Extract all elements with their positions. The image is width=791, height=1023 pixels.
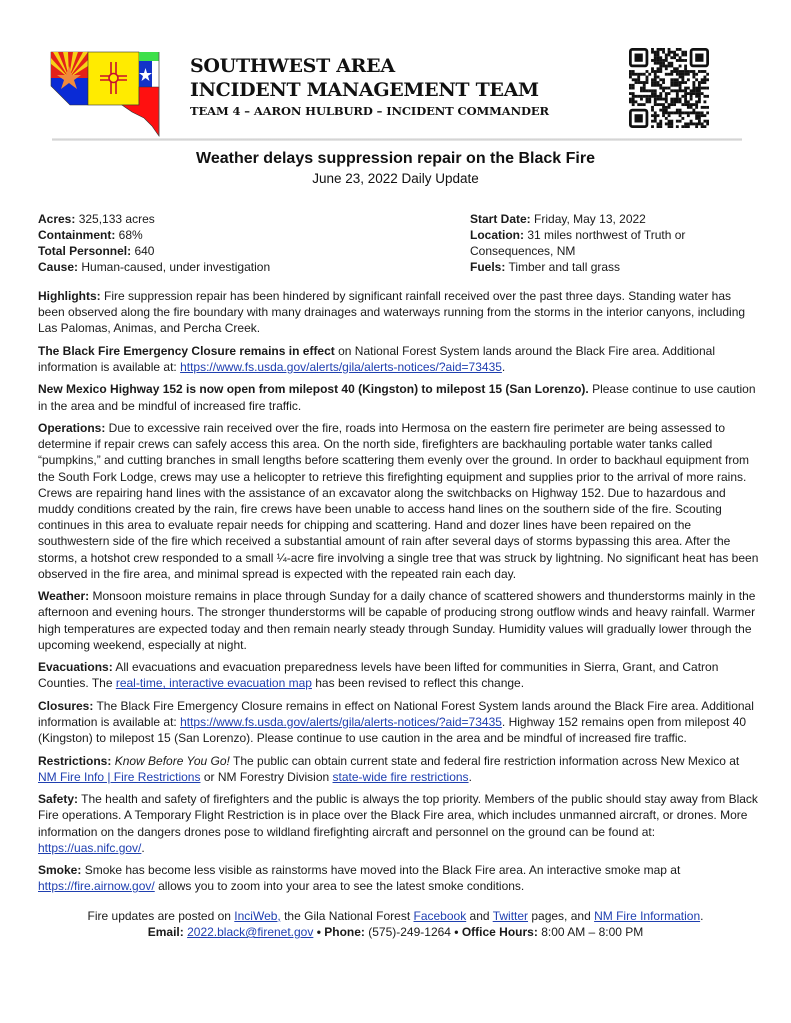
fact-cause: Cause: Human-caused, under investigation <box>38 260 271 274</box>
nm-fire-information-link[interactable]: NM Fire Information <box>594 909 701 923</box>
fact-location: Location: 31 miles northwest of Truth or Consequences, NM <box>470 228 686 258</box>
closures-alert-link[interactable]: https://www.fs.usda.gov/alerts/gila/alerts-notices/?aid=73435 <box>180 715 502 729</box>
statewide-restrictions-link[interactable]: state-wide fire restrictions <box>332 769 469 784</box>
section-closure-notice: The Black Fire Emergency Closure remains in effect on National Forest System lands around the Black Fire area. Additional information is available at: https://www.fs.usda.gov/alerts/gila/alerts-notices/?aid=73435. <box>38 343 715 374</box>
qr-code-icon[interactable] <box>629 48 709 128</box>
section-safety: Safety: The health and safety of firefighters and the public is always the top priority. Members of the public should stay away from Black Fire operations. A Temporary Flight Restriction is in place over the Black Fire area, which includes unmanned aircraft, or drones. More information on the dangers drones pose to wildland firefighting aircraft and personnel on the ground can be found at: https://uas.nifc.gov/. <box>38 792 758 855</box>
southwest-area-logo-icon <box>48 48 172 138</box>
team-commander-line: TEAM 4 – AARON HULBURD – INCIDENT COMMANDER <box>190 104 549 118</box>
fact-fuels: Fuels: Timber and tall grass <box>470 260 621 274</box>
org-name-line2: INCIDENT MANAGEMENT TEAM <box>190 79 539 101</box>
fact-containment: Containment: 68% <box>38 228 143 242</box>
update-body <box>38 288 760 901</box>
airnow-link[interactable]: https://fire.airnow.gov/ <box>38 879 155 894</box>
page-title: Weather delays suppression repair on the Black Fire <box>196 150 595 167</box>
organization-header <box>190 54 549 120</box>
page-subtitle: June 23, 2022 Daily Update <box>312 171 479 186</box>
section-restrictions: Restrictions: Know Before You Go! The public can obtain current state and federal fire restriction information across New Mexico at NM Fire Info | Fire Restrictions or NM Forestry Division state-wide fire restrictions. <box>38 753 740 784</box>
section-operations: Operations: Due to excessive rain received over the fire, roads into Hermosa on the eastern fire perimeter are being assessed to determine if repair crews can safely access this area. On the north side, firefighters are backhauling portable water tanks called “pumpkins,” and cutting branches in small lengths before scattering them evenly over the ground. In order to backhaul equipment from the South Fork Lodge, crews may use a helicopter to retrieve this firefighting equipment and supplies prior to the arrival of more rains. Crews are repairing hand lines with the assistance of an excavator along the switchbacks on Highway 152. Due to hazardous and muddy conditions created by the rain, fire crews have been unable to access hand lines on the southern side of the fire. Scouting continues in this area to evaluate repair needs for chipping and scattering. Hand and dozer lines have been repaired on the southwestern side of the fire which received a substantial amount of rain after several days of storms bypassing this area. After the storms, a hotshot crew responded to a small ¼-acre fire involving a single tree that was struck by lightning. No significant heat has been observed in the fire area, and minimal spread is expected with the repeated rain each day. <box>38 420 759 581</box>
section-evacuations: Evacuations: All evacuations and evacuation preparedness levels have been lifted for communities in Sierra, Grant, and Catron Counties. The real-time, interactive evacuation map has been revised to reflect this change. <box>38 660 719 691</box>
header-divider <box>52 138 742 141</box>
fact-start-date: Start Date: Friday, May 13, 2022 <box>470 212 646 226</box>
footer-contact-line: Email: 2022.black@firenet.gov • Phone: (575)-249-1264 • Office Hours: 8:00 AM – 8:00 PM <box>147 925 644 939</box>
org-name-line1: SOUTHWEST AREA <box>190 55 395 77</box>
section-highlights: Highlights: Fire suppression repair has been hindered by significant rainfall received over the past three days. Standing water has been observed along the fire boundary with many drainages and waterways running from the storms in the interior canyons, including Las Palomas, Animas, and Percha Creek. <box>38 289 746 336</box>
section-smoke: Smoke: Smoke has become less visible as rainstorms have moved into the Black Fire area. An interactive smoke map at https://fire.airnow.gov/ allows you to zoom into your area to see the latest smoke conditions. <box>38 863 681 894</box>
inciweb-link[interactable]: InciWeb, <box>234 909 281 923</box>
closure-alert-link[interactable]: https://www.fs.usda.gov/alerts/gila/alerts-notices/?aid=73435 <box>180 360 502 374</box>
footer-updates-line: Fire updates are posted on InciWeb, the Gila National Forest Facebook and Twitter pages, and NM Fire Information. <box>87 909 704 923</box>
fact-total-personnel: Total Personnel: 640 <box>38 244 155 258</box>
contact-footer <box>0 908 791 940</box>
fire-facts-right <box>470 211 740 275</box>
section-weather: Weather: Monsoon moisture remains in place through Sunday for a daily chance of scattered showers and thunderstorms mainly in the afternoon and evening hours. The stronger thunderstorms will be capable of producing strong outflow winds and heavy rainfall. Warmer high temperatures are expected today and then remain nearly steady through Sunday. Humidity values will gradually lower through the upcoming weekend, especially at night. <box>38 589 756 652</box>
section-highway: New Mexico Highway 152 is now open from milepost 40 (Kingston) to milepost 15 (San Lorenzo). Please continue to use caution in the area and be mindful of increased fire traffic. <box>38 382 756 413</box>
facebook-link[interactable]: Facebook <box>413 909 467 923</box>
section-closures: Closures: The Black Fire Emergency Closure remains in effect on National Forest System lands around the Black Fire area. Additional information is available at: https://www.fs.usda.gov/alerts/gila/alerts-notices/?aid=73435. Highway 152 remains open from milepost 40 (Kingston) to milepost 15 (San Lorenzo). Please continue to use caution in the area and be mindful of increased fire traffic. <box>38 698 754 746</box>
twitter-link[interactable]: Twitter <box>492 909 529 923</box>
email-link[interactable]: 2022.black@firenet.gov <box>187 925 314 939</box>
evacuation-map-link[interactable]: real-time, interactive evacuation map <box>115 676 312 691</box>
nm-fire-restrictions-link[interactable]: NM Fire Info | Fire Restrictions <box>38 769 201 784</box>
uas-nifc-link[interactable]: https://uas.nifc.gov/ <box>38 840 142 855</box>
fact-acres: Acres: 325,133 acres <box>38 212 155 226</box>
fire-facts-left <box>38 211 438 275</box>
